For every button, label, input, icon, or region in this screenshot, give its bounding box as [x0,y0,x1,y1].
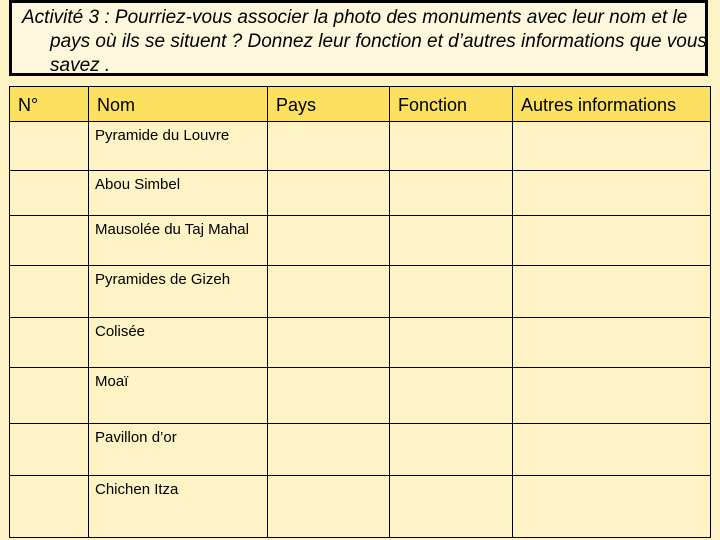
cell-fonction[interactable] [390,171,513,216]
cell-pays[interactable] [268,424,390,476]
cell-nom [89,476,268,538]
cell-autres-informations[interactable] [513,216,711,266]
cell-nom [89,266,268,318]
cell-numero[interactable] [10,368,89,424]
header-pays-label: Pays [276,95,317,115]
header-nom [89,87,268,122]
cell-pays[interactable] [268,122,390,171]
cell-pays[interactable] [268,318,390,368]
cell-nom [89,424,268,476]
cell-fonction[interactable] [390,266,513,318]
table-row [10,216,711,266]
monument-name: Mausolée du Taj Mahal [95,221,249,238]
table-row [10,122,711,171]
table-row [10,171,711,216]
monument-name: Moaï [95,373,129,390]
cell-autres-informations[interactable] [513,476,711,538]
monument-name: Colisée [95,323,146,340]
table-row [10,476,711,538]
cell-numero[interactable] [10,476,89,538]
cell-fonction[interactable] [390,122,513,171]
cell-fonction[interactable] [390,216,513,266]
cell-autres-informations[interactable] [513,171,711,216]
activity-title-box [9,0,708,76]
header-autres-informations-label: Autres informations [521,95,677,115]
cell-fonction[interactable] [390,318,513,368]
header-numero-label: N° [18,95,39,115]
cell-fonction[interactable] [390,476,513,538]
cell-autres-informations[interactable] [513,266,711,318]
monument-name: Chichen Itza [95,481,179,498]
cell-nom [89,368,268,424]
header-fonction [390,87,513,122]
cell-nom [89,216,268,266]
monument-name: Pavillon d’or [95,429,177,446]
header-numero [10,87,89,122]
cell-numero[interactable] [10,122,89,171]
cell-numero[interactable] [10,216,89,266]
table-row [10,424,711,476]
cell-pays[interactable] [268,476,390,538]
cell-pays[interactable] [268,368,390,424]
cell-autres-informations[interactable] [513,424,711,476]
monument-name: Abou Simbel [95,176,181,193]
cell-pays[interactable] [268,171,390,216]
activity-title: Activité 3 : Pourriez-vous associer la photo des monuments avec leur nom et le pays où ils se situent ? Donnez leur fonction et d’autres informations que vous savez . [22,7,707,76]
cell-numero[interactable] [10,318,89,368]
cell-autres-informations[interactable] [513,318,711,368]
cell-fonction[interactable] [390,368,513,424]
cell-autres-informations[interactable] [513,368,711,424]
table-header-row [10,87,711,122]
monuments-table [9,86,711,538]
cell-pays[interactable] [268,216,390,266]
monument-name: Pyramide du Louvre [95,127,230,144]
header-fonction-label: Fonction [398,95,468,115]
cell-nom [89,122,268,171]
header-nom-label: Nom [97,95,136,115]
cell-nom [89,318,268,368]
table-row [10,266,711,318]
header-autres-informations [513,87,711,122]
monument-name: Pyramides de Gizeh [95,271,231,288]
table-row [10,318,711,368]
cell-numero[interactable] [10,171,89,216]
cell-nom [89,171,268,216]
header-pays [268,87,390,122]
cell-pays[interactable] [268,266,390,318]
cell-numero[interactable] [10,266,89,318]
cell-fonction[interactable] [390,424,513,476]
cell-numero[interactable] [10,424,89,476]
cell-autres-informations[interactable] [513,122,711,171]
table-row [10,368,711,424]
